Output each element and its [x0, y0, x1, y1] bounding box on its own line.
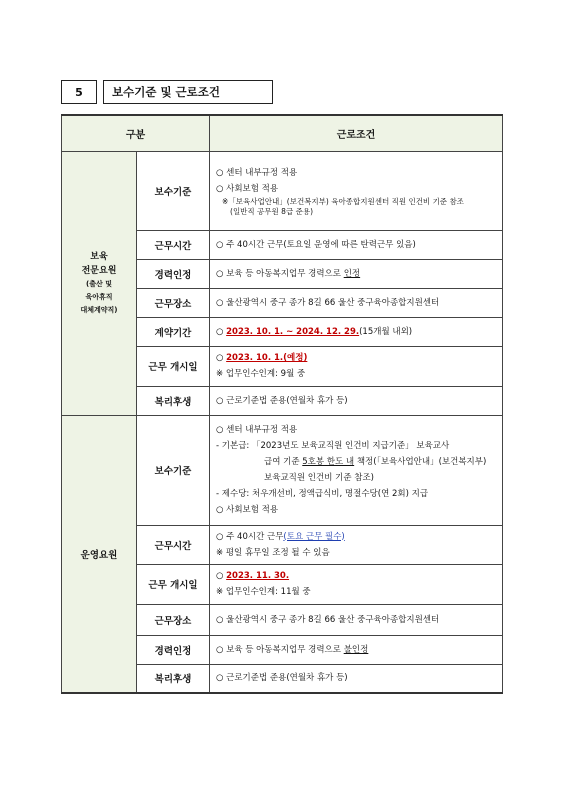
section-title: 보수기준 및 근로조건 — [103, 80, 273, 104]
saturday-note: (토요 근무 필수) — [283, 531, 345, 542]
row-label-career: 경력인정 — [137, 259, 210, 288]
term-content — [210, 317, 503, 346]
row-label-welfare: 복리후생 — [137, 664, 210, 693]
row-label-start: 근무 개시일 — [137, 346, 210, 386]
start-date: 2023. 10. 1.(예정) — [226, 353, 308, 363]
row-label-hours: 근무시간 — [137, 525, 210, 564]
row-label-place: 근무장소 — [137, 604, 210, 635]
pay-line: - 기본급: 「2023년도 보육교직원 인건비 지급기준」 보육교사 — [216, 441, 450, 451]
pay-note: ※「보육사업안내」(보건복지부) 육아종합지원센터 직원 인건비 기준 참조 — [222, 196, 464, 206]
career-content — [210, 259, 503, 288]
pay-line: - 제수당: 처우개선비, 정액급식비, 명절수당(연 2회) 지급 — [216, 489, 429, 499]
row-label-pay: 보수기준 — [137, 415, 210, 525]
place-content: ○ 울산광역시 중구 종가 8길 66 울산 중구육아종합지원센터 — [210, 288, 503, 317]
bullet: ○ — [216, 326, 227, 337]
welfare-content: ○ 근로기준법 준용(연월차 휴가 등) — [210, 664, 503, 693]
row-label-start: 근무 개시일 — [137, 564, 210, 604]
table-row — [62, 151, 503, 230]
group-name-line2: 전문요원 — [81, 265, 117, 276]
pay-line: ○ 센터 내부규정 적용 — [216, 167, 298, 178]
pay-text: 책정(「보육사업안내」(보건복지부) — [354, 457, 487, 467]
row-label-hours: 근무시간 — [137, 230, 210, 259]
pay-line: ○ 사회보험 적용 — [216, 183, 279, 194]
start-date: 2023. 11. 30. — [226, 571, 290, 581]
pay-content — [210, 151, 503, 230]
section-header — [61, 80, 273, 104]
pay-text: 급여 기준 — [264, 457, 303, 467]
row-label-place: 근무장소 — [137, 288, 210, 317]
hours-content: ○ 주 40시간 근무(토요일 운영에 따른 탄력근무 있음) — [210, 230, 503, 259]
group-note-line3: 대체계약직) — [80, 305, 118, 314]
group-label-operations: 운영요원 — [62, 415, 137, 693]
start-note: ※ 업무인수인계: 9월 중 — [216, 369, 306, 379]
welfare-content: ○ 근로기준법 준용(연월차 휴가 등) — [210, 386, 503, 415]
pay-step-limit: 5호봉 한도 내 — [302, 457, 355, 467]
pay-content — [210, 415, 503, 525]
career-content — [210, 635, 503, 664]
contract-period: 2023. 10. 1. ~ 2024. 12. 29. — [226, 326, 360, 337]
row-label-welfare: 복리후생 — [137, 386, 210, 415]
career-text: ○ 보육 등 아동복지업무 경력으로 — [216, 644, 344, 655]
conditions-table — [61, 114, 503, 694]
table-row — [62, 415, 503, 525]
hours-note: ※ 평일 휴무일 조정 될 수 있음 — [216, 547, 330, 558]
bullet: ○ — [216, 571, 227, 581]
pay-note: (일반직 공무원 8급 준용) — [230, 206, 313, 216]
header-conditions: 근로조건 — [210, 115, 503, 151]
career-status: 인정 — [343, 268, 361, 279]
place-content: ○ 울산광역시 중구 종가 8길 66 울산 중구육아종합지원센터 — [210, 604, 503, 635]
bullet: ○ — [216, 353, 227, 363]
pay-line: ○ 센터 내부규정 적용 — [216, 425, 298, 435]
group-label-childcare — [62, 151, 137, 415]
group-note-line2: 육아휴직 — [85, 292, 113, 301]
hours-text: ○ 주 40시간 근무 — [216, 531, 284, 542]
header-category: 구분 — [62, 115, 210, 151]
start-content — [210, 346, 503, 386]
table-header-row — [62, 115, 503, 151]
row-label-term: 계약기간 — [137, 317, 210, 346]
career-status: 불인정 — [343, 644, 369, 655]
group-note-line1: (출산 및 — [86, 279, 112, 288]
hours-content — [210, 525, 503, 564]
career-text: ○ 보육 등 아동복지업무 경력으로 — [216, 268, 344, 279]
row-label-pay: 보수기준 — [137, 151, 210, 230]
group-name-line1: 보육 — [90, 251, 108, 262]
pay-line: 보육교직원 인건비 기준 참조) — [264, 473, 374, 483]
contract-period-note: (15개월 내외) — [359, 326, 413, 337]
start-note: ※ 업무인수인계: 11월 중 — [216, 587, 311, 597]
section-number: 5 — [61, 80, 97, 104]
start-content — [210, 564, 503, 604]
row-label-career: 경력인정 — [137, 635, 210, 664]
pay-line: ○ 사회보험 적용 — [216, 505, 279, 515]
